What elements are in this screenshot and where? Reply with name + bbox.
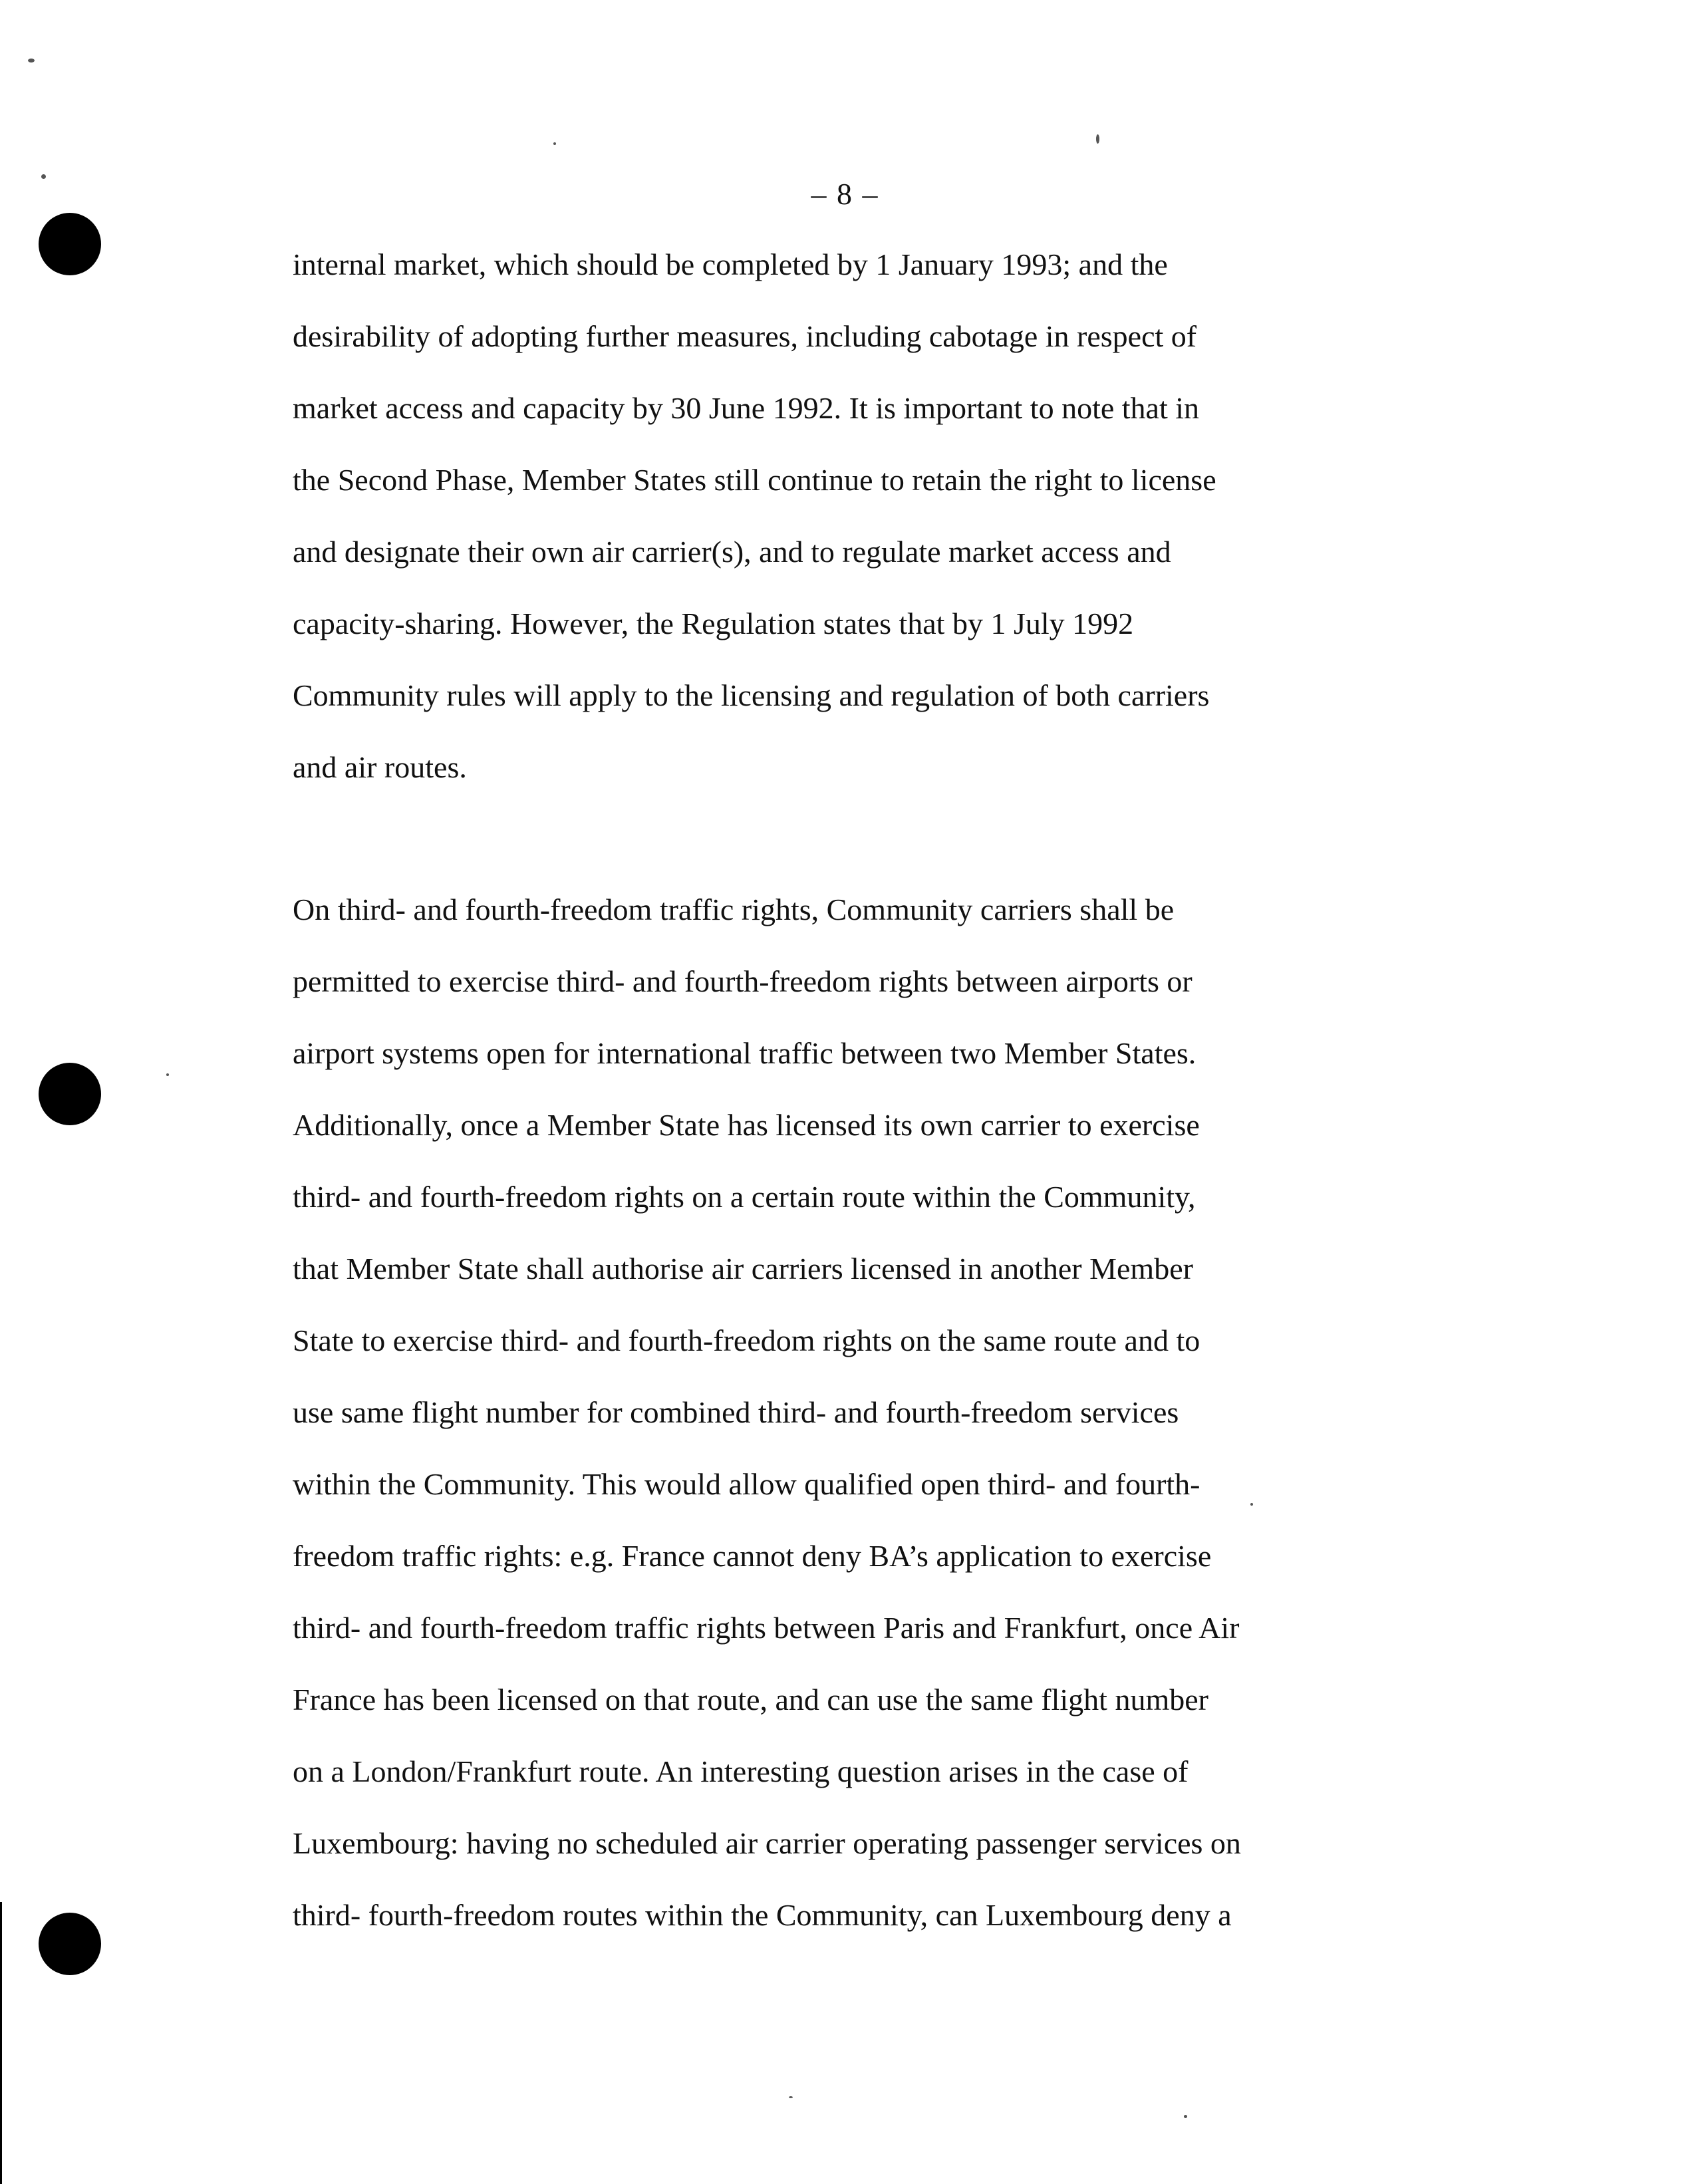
text-line: and air routes. <box>293 750 467 784</box>
text-line: capacity-sharing. However, the Regulation states that by 1 July 1992 <box>293 607 1134 640</box>
text-line: Community rules will apply to the licensing and regulation of both carriers <box>293 678 1210 712</box>
text-line: desirability of adopting further measures, including cabotage in respect of <box>293 319 1197 353</box>
text-line: third- fourth-freedom routes within the Community, can Luxembourg deny a <box>293 1898 1232 1932</box>
text-line: market access and capacity by 30 June 1992. It is important to note that in <box>293 391 1200 425</box>
punch-hole-middle <box>39 1063 101 1125</box>
left-edge-mark <box>0 1902 2 2184</box>
text-line: internal market, which should be completed by 1 January 1993; and the <box>293 247 1168 281</box>
punch-hole-bottom <box>39 1913 101 1975</box>
text-line: use same flight number for combined third- and fourth-freedom services <box>293 1395 1179 1429</box>
text-line: On third- and fourth-freedom traffic rights, Community carriers shall be <box>293 892 1175 926</box>
scan-speck <box>1096 134 1099 144</box>
scan-speck <box>553 142 556 145</box>
scan-speck <box>166 1073 169 1076</box>
text-line: third- and fourth-freedom rights on a certain route within the Community, <box>293 1180 1196 1214</box>
text-line: permitted to exercise third- and fourth-freedom rights between airports or <box>293 964 1193 998</box>
scan-speck <box>1184 2115 1187 2118</box>
text-line: airport systems open for international traffic between two Member States. <box>293 1036 1197 1070</box>
scan-speck <box>789 2096 793 2098</box>
text-line: freedom traffic rights: e.g. France cannot deny BA’s application to exercise <box>293 1539 1212 1573</box>
text-line: State to exercise third- and fourth-freedom rights on the same route and to <box>293 1323 1200 1357</box>
text-line: third- and fourth-freedom traffic rights between Paris and Frankfurt, once Air <box>293 1611 1240 1645</box>
text-line: the Second Phase, Member States still continue to retain the right to license <box>293 463 1216 497</box>
scan-speck <box>28 59 35 63</box>
text-line: France has been licensed on that route, and can use the same flight number <box>293 1683 1208 1716</box>
text-line: that Member State shall authorise air carriers licensed in another Member <box>293 1252 1193 1286</box>
scan-speck <box>1250 1503 1253 1506</box>
text-line: and designate their own air carrier(s), and to regulate market access and <box>293 535 1171 569</box>
page-number: – 8 – <box>811 177 879 211</box>
text-line: on a London/Frankfurt route. An interesting question arises in the case of <box>293 1754 1189 1788</box>
punch-hole-top <box>39 213 101 275</box>
text-line: Luxembourg: having no scheduled air carrier operating passenger services on <box>293 1826 1241 1860</box>
text-line: within the Community. This would allow qualified open third- and fourth- <box>293 1467 1200 1501</box>
text-line: Additionally, once a Member State has licensed its own carrier to exercise <box>293 1108 1200 1142</box>
